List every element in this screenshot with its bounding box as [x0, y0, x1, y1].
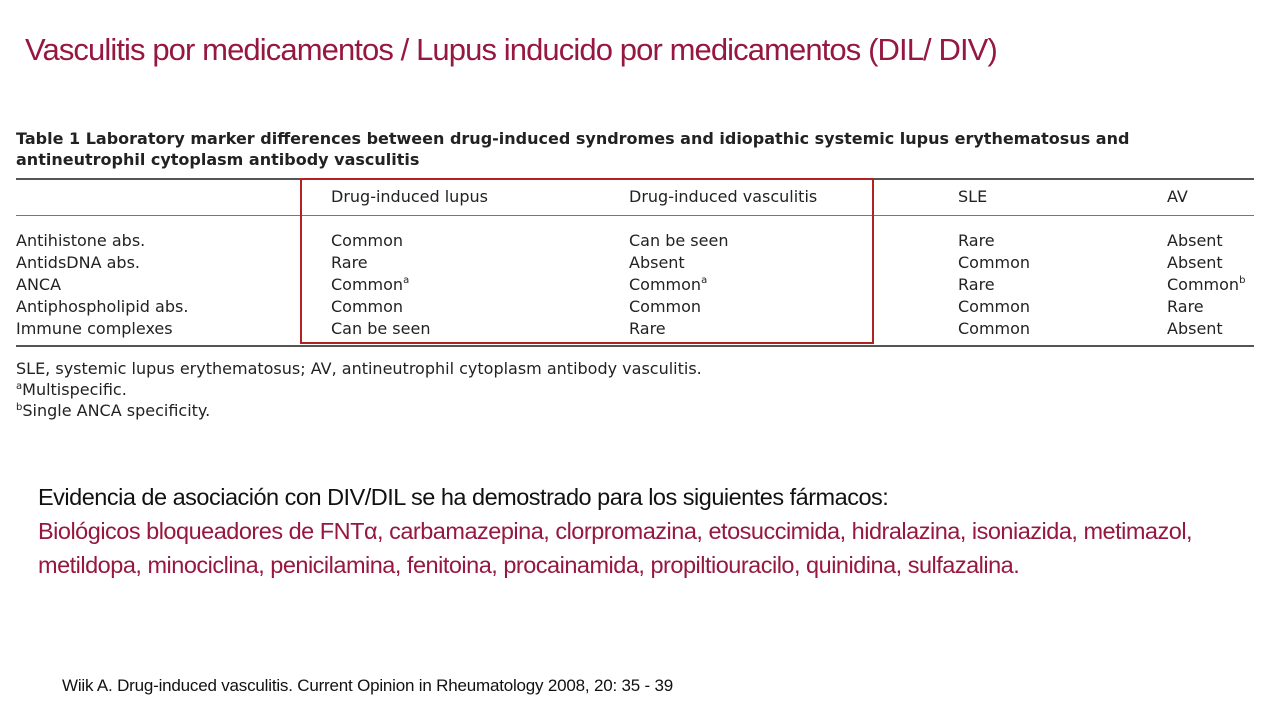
table-cell — [1167, 319, 1223, 338]
evidence-paragraph — [38, 480, 1258, 582]
table-cell — [1167, 231, 1223, 250]
cell-value: Common — [331, 297, 404, 316]
row-label: Antiphospholipid abs. — [16, 297, 189, 316]
note-a-mark: a — [16, 381, 23, 392]
table-cell — [958, 231, 995, 250]
table-notes — [16, 358, 702, 421]
cell-value: Absent — [1167, 253, 1223, 272]
footnote-mark: a — [403, 275, 410, 286]
note-b-text: Single ANCA specificity. — [22, 401, 211, 420]
col-header-drug-induced-lupus: Drug-induced lupus — [331, 187, 488, 206]
evidence-drug-list: Biológicos bloqueadores de FNTα, carbamazepina, clorpromazina, etosuccimida, hidralazina, isoniazida, metimazol, metildopa, minociclina, penicilamina, fenitoina, procainamida, propiltiouracilo, quinidina, sulfazalina. — [38, 518, 1193, 578]
table-bottom-rule — [16, 345, 1254, 347]
evidence-lead: Evidencia de asociación con DIV/DIL se ha demostrado para los siguientes fármacos: — [38, 484, 889, 510]
row-label: Immune complexes — [16, 319, 173, 338]
row-label: Antihistone abs. — [16, 231, 146, 250]
table-cell — [1167, 253, 1223, 272]
cell-value: Can be seen — [331, 319, 431, 338]
cell-value: Common — [958, 253, 1031, 272]
cell-value: Rare — [958, 231, 995, 250]
note-abbreviations: SLE, systemic lupus erythematosus; AV, antineutrophil cytoplasm antibody vasculitis. — [16, 359, 702, 378]
col-header-drug-induced-vasculitis: Drug-induced vasculitis — [629, 187, 818, 206]
cell-value: Common — [331, 231, 404, 250]
cell-value: Absent — [1167, 319, 1223, 338]
table-cell — [1167, 297, 1204, 316]
table-cell — [1167, 275, 1245, 294]
row-label: ANCA — [16, 275, 62, 294]
cell-value: Rare — [331, 253, 368, 272]
cell-value: Rare — [629, 319, 666, 338]
col-header-sle: SLE — [958, 187, 988, 206]
slide-title: Vasculitis por medicamentos / Lupus inducido por medicamentos (DIL/ DIV) — [25, 32, 997, 67]
note-b — [16, 400, 702, 421]
reference-citation: Wiik A. Drug-induced vasculitis. Current Opinion in Rheumatology 2008, 20: 35 - 39 — [62, 676, 674, 695]
table-cell — [958, 275, 995, 294]
note-b-mark: b — [16, 402, 23, 413]
table-cell — [958, 319, 1030, 338]
cell-value: Common — [1167, 275, 1240, 294]
cell-value: Common — [958, 319, 1031, 338]
cell-value: Rare — [1167, 297, 1204, 316]
note-a-text: Multispecific. — [22, 380, 127, 399]
cell-value: Common — [629, 275, 702, 294]
cell-value: Absent — [1167, 231, 1223, 250]
cell-value: Rare — [958, 275, 995, 294]
table-caption: Table 1 Laboratory marker differences between drug-induced syndromes and idiopathic systemic lupus erythematosus and antineutrophil cytoplasm antibody vasculitis — [16, 129, 1130, 169]
note-a — [16, 379, 702, 400]
table-cell — [958, 253, 1030, 272]
footnote-mark: a — [701, 275, 708, 286]
table-cell — [958, 297, 1030, 316]
cell-value: Common — [958, 297, 1031, 316]
cell-value: Can be seen — [629, 231, 729, 250]
cell-value: Common — [331, 275, 404, 294]
cell-value: Common — [629, 297, 702, 316]
highlight-box — [300, 178, 874, 344]
col-header-av: AV — [1167, 187, 1188, 206]
row-label: AntidsDNA abs. — [16, 253, 140, 272]
footnote-mark: b — [1239, 275, 1246, 286]
lab-marker-table — [16, 128, 1254, 420]
cell-value: Absent — [629, 253, 685, 272]
